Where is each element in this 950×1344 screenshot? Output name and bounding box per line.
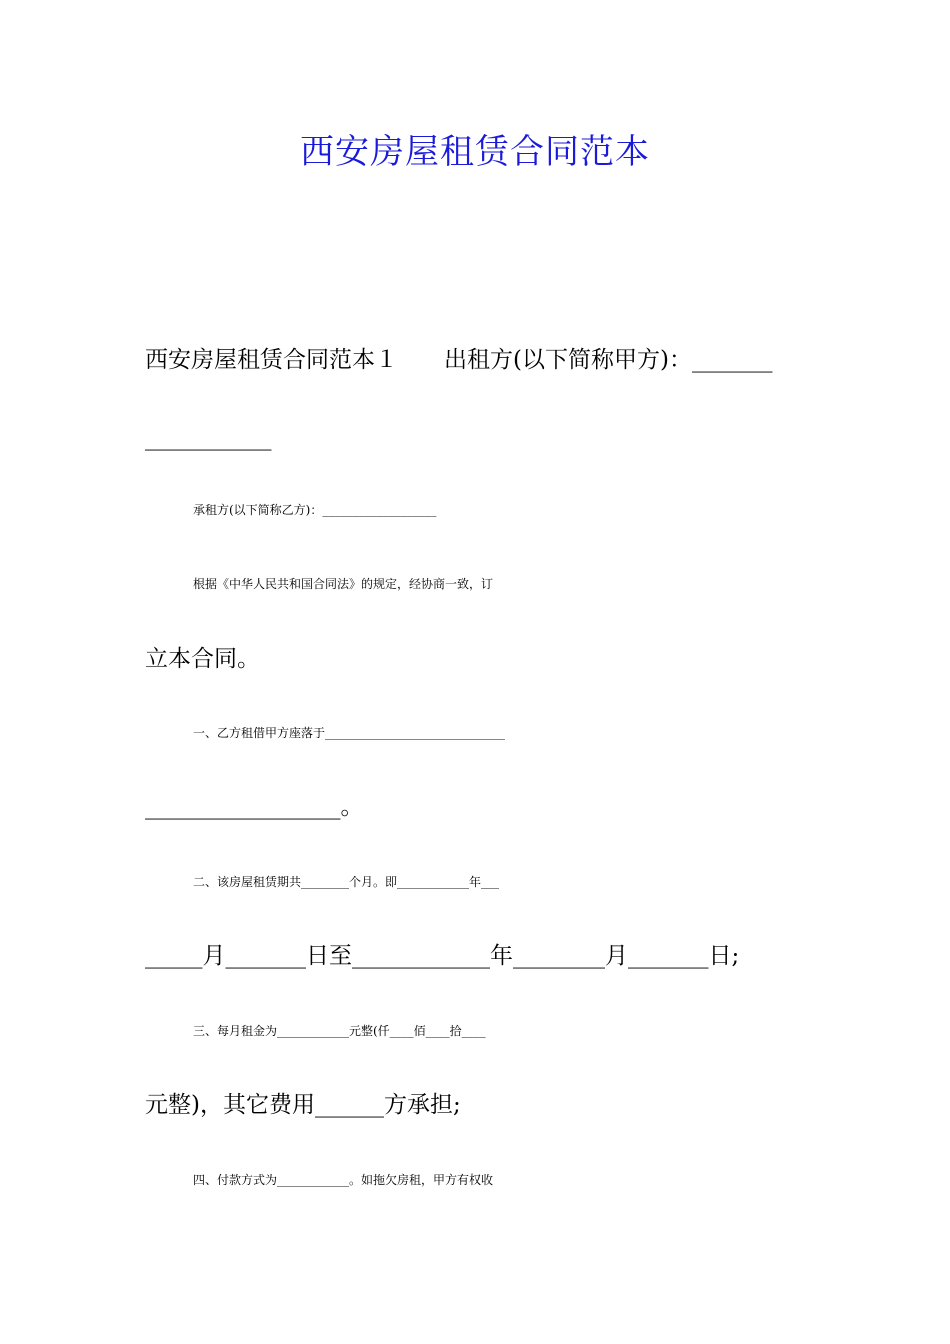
paragraph-line: 三、每月租金为____________元整(仟____佰____拾____ bbox=[193, 1024, 486, 1038]
paragraph-line: 二、该房屋租赁期共________个月。即____________年___ bbox=[193, 875, 500, 889]
paragraph-line: 承租方(以下简称乙方)：___________________ bbox=[193, 503, 437, 517]
paragraph-line: 西安房屋租赁合同范本１ 出租方(以下简称甲方)：_______ bbox=[145, 347, 773, 373]
paragraph-line: ___________ bbox=[145, 425, 272, 451]
paragraph-line: _____月_______日至____________年________月_______日; bbox=[145, 943, 740, 969]
paragraph-line: _________________。 bbox=[145, 794, 364, 820]
paragraph-line: 立本合同。 bbox=[145, 646, 260, 672]
paragraph-line: 元整)，其它费用______方承担; bbox=[145, 1092, 461, 1118]
paragraph-line: 一、乙方租借甲方座落于______________________________ bbox=[193, 726, 506, 740]
paragraph-line: 四、付款方式为____________。如拖欠房租，甲方有权收 bbox=[193, 1173, 494, 1187]
paragraph-line: 根据《中华人民共和国合同法》的规定，经协商一致，订 bbox=[193, 577, 494, 591]
document-title: 西安房屋租赁合同范本 bbox=[300, 132, 650, 172]
